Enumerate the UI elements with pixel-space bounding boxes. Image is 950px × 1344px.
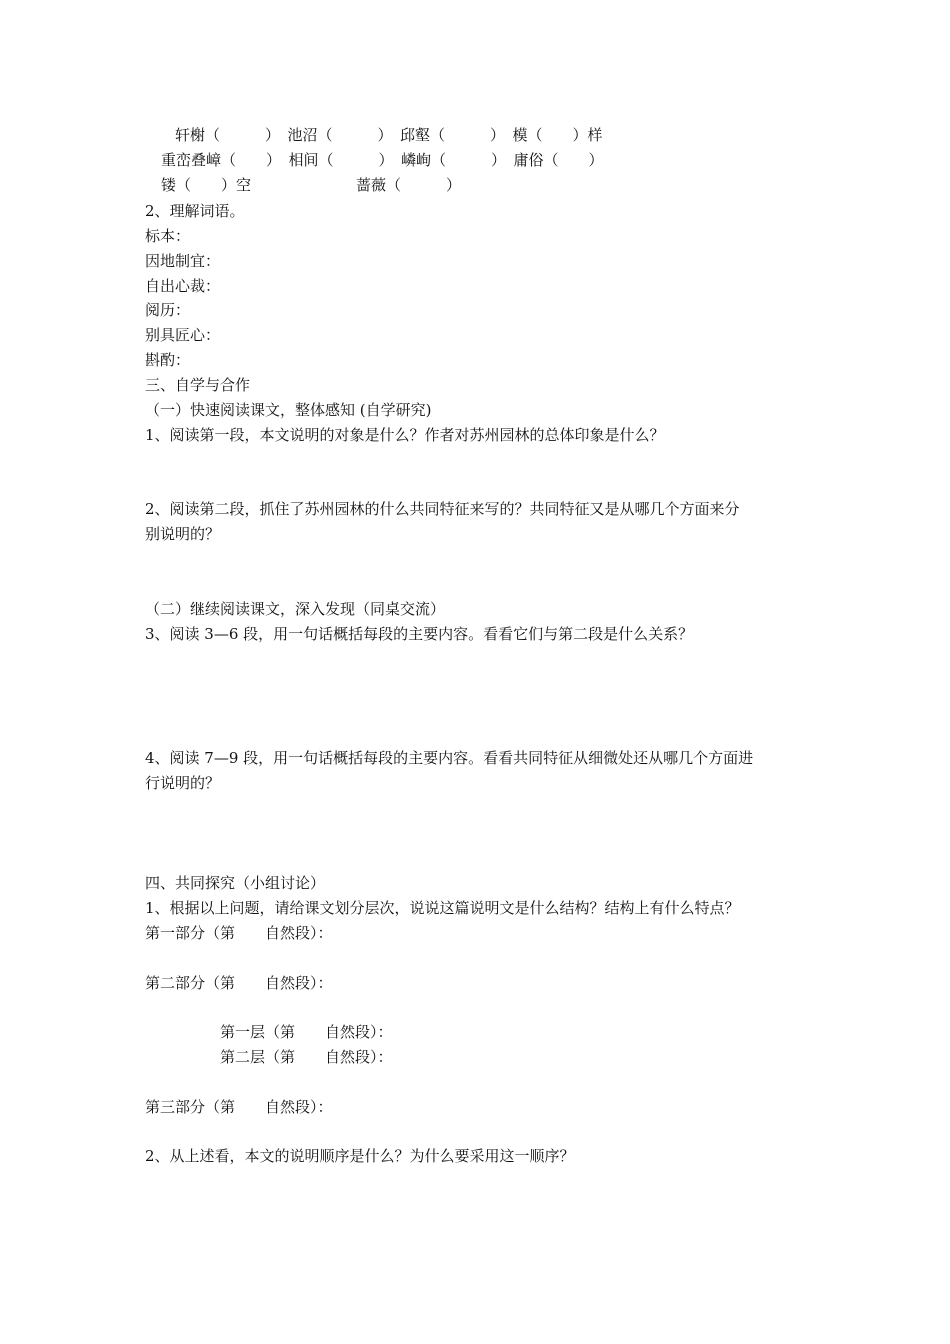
- vocab-item: 斟酌：: [145, 351, 191, 369]
- section-3-part-2-heading: （二）继续阅读课文，深入发现（同桌交流）: [145, 600, 446, 618]
- vocab-heading: 2、理解词语。: [145, 202, 245, 220]
- vocab-item: 因地制宜：: [145, 252, 221, 270]
- structure-part-1: 第一部分（第 自然段）：: [145, 924, 333, 942]
- question-4-continued: 行说明的？: [145, 774, 221, 792]
- vocab-item: 自出心裁：: [145, 277, 221, 295]
- section-3-heading: 三、自学与合作: [145, 376, 251, 394]
- structure-layer-1: 第一层（第 自然段）：: [220, 1023, 393, 1041]
- section-4-heading: 四、共同探究（小组讨论）: [145, 874, 326, 892]
- structure-layer-2: 第二层（第 自然段）：: [220, 1048, 393, 1066]
- structure-part-3: 第三部分（第 自然段）：: [145, 1098, 333, 1116]
- structure-part-2: 第二部分（第 自然段）：: [145, 974, 333, 992]
- section-4-question-2: 2、从上述看，本文的说明顺序是什么？为什么要采用这一顺序？: [145, 1147, 575, 1165]
- pinyin-row-1: 轩榭（ ） 池沼（ ） 邱壑（ ） 模（ ）样: [175, 126, 603, 144]
- question-2-continued: 别说明的？: [145, 525, 221, 543]
- vocab-item: 阅历：: [145, 301, 191, 319]
- pinyin-row-3: 镂（ ）空 蔷薇（ ）: [161, 176, 462, 194]
- vocab-item: 标本：: [145, 227, 191, 245]
- question-1: 1、阅读第一段，本文说明的对象是什么？作者对苏州园林的总体印象是什么？: [145, 426, 665, 444]
- question-3: 3、阅读 3—6 段，用一句话概括每段的主要内容。看看它们与第二段是什么关系？: [145, 625, 694, 643]
- pinyin-row-2: 重峦叠嶂（ ） 相间（ ） 嶙峋（ ） 庸俗（ ）: [161, 151, 604, 169]
- section-3-part-1-heading: （一）快速阅读课文，整体感知 (自学研究): [145, 401, 432, 419]
- question-2: 2、阅读第二段，抓住了苏州园林的什么共同特征来写的？共同特征又是从哪几个方面来分: [145, 500, 740, 518]
- vocab-item: 别具匠心：: [145, 326, 221, 344]
- section-4-question-1: 1、根据以上问题，请给课文划分层次，说说这篇说明文是什么结构？结构上有什么特点？: [145, 899, 740, 917]
- question-4: 4、阅读 7—9 段，用一句话概括每段的主要内容。看看共同特征从细微处还从哪几个方面进: [145, 749, 754, 767]
